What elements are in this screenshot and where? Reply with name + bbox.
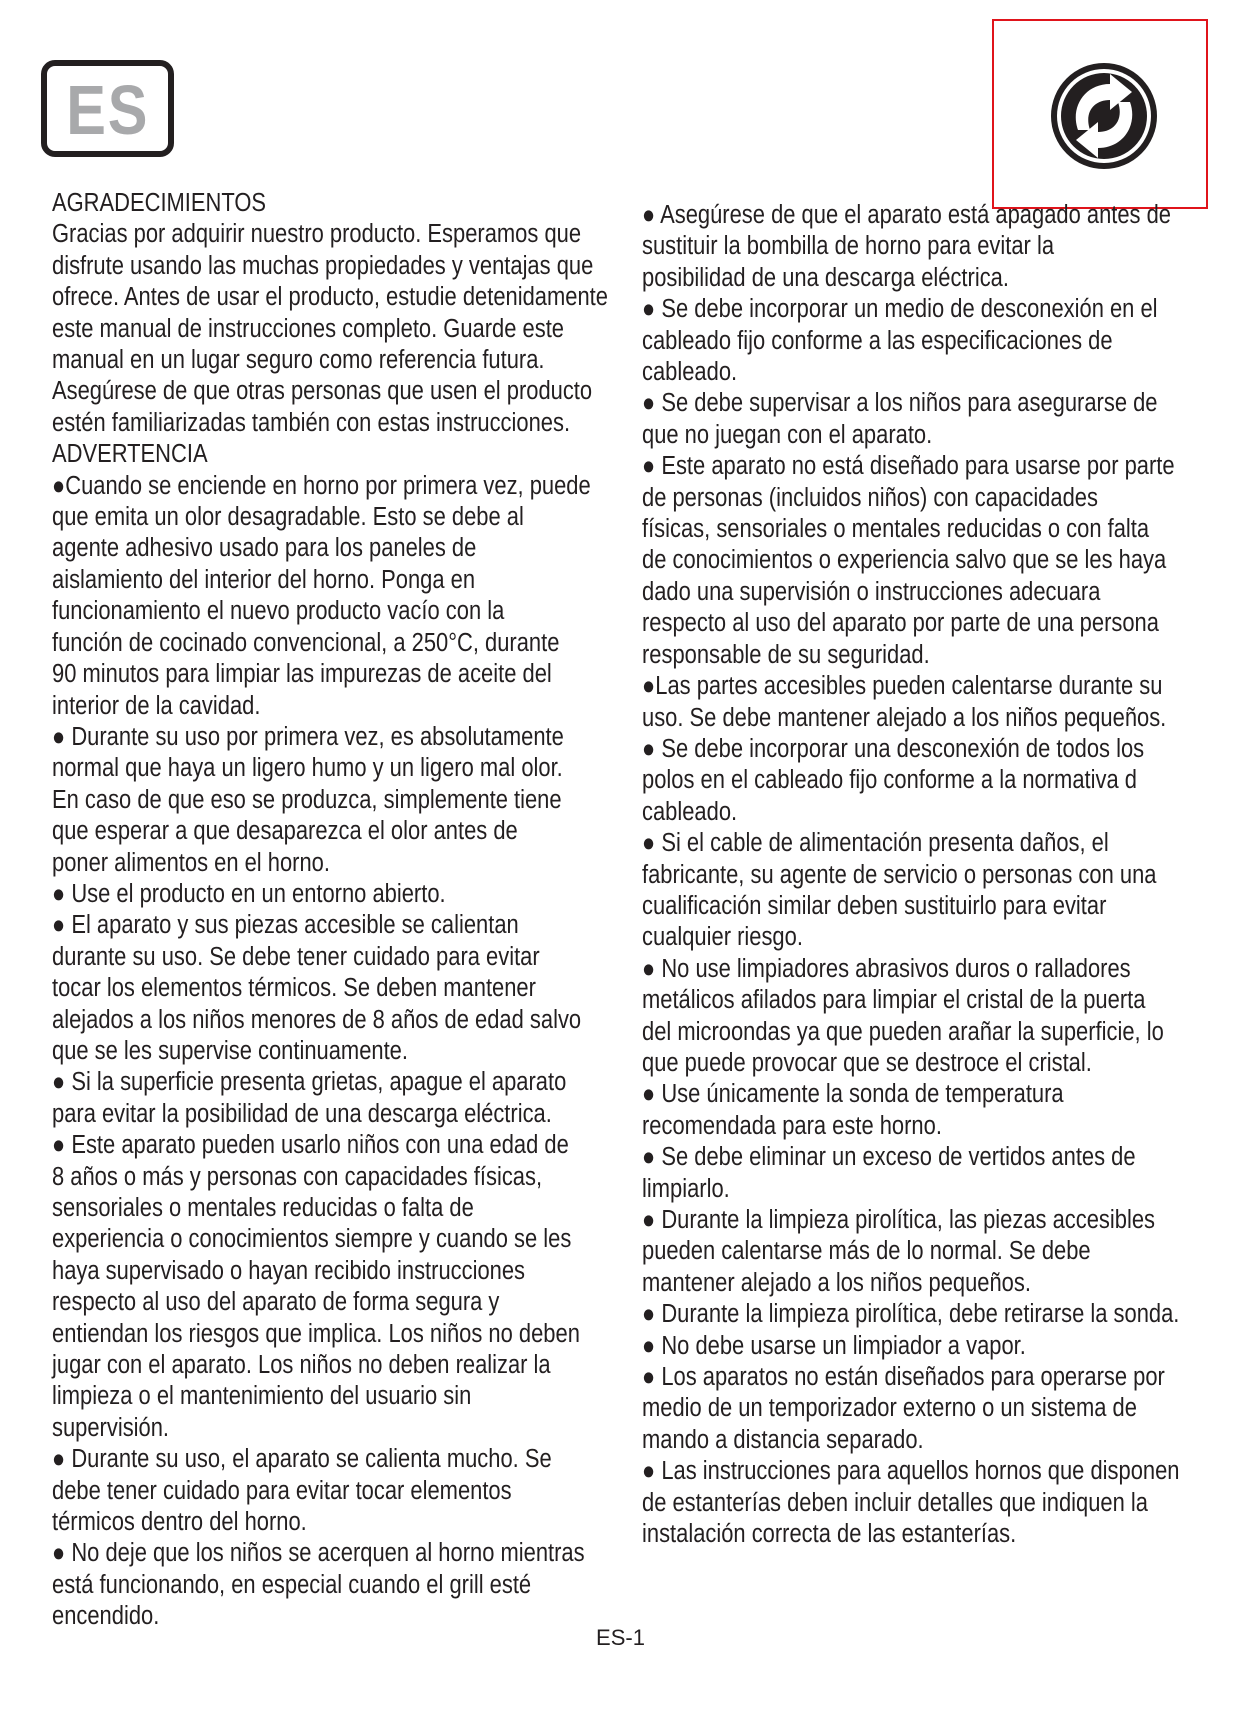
green-dot-recycling-icon (1048, 60, 1160, 172)
right-column (642, 200, 1232, 1550)
warning-pyrolytic-probe: ● Durante la limpieza pirolítica, debe retirarse la sonda. (642, 1300, 1180, 1329)
intro-paragraph: AGRADECIMIENTOS Gracias por adquirir nuestro producto. Esperamos que disfrute usando las muchas propiedades y ventajas que ofrece. Antes de usar el producto, estudie detenidamente este manual de instrucciones completo. Guarde este manual en un lugar seguro como referencia futura. Asegúrese de que otras personas que usen el producto estén familiarizadas también con estas instrucciones. ADVERTENCIA (52, 189, 608, 469)
warning-open-environment: ● Use el producto en un entorno abierto. (52, 879, 446, 908)
warning-external-timer: ● Los aparatos no están diseñados para operarse por medio de un temporizador externo o un sistema de mando a distancia separado. (642, 1363, 1165, 1454)
warning-supervise-children: ● Se debe supervisar a los niños para asegurarse de que no juegan con el aparato. (642, 389, 1158, 449)
warning-damaged-cable: ● Si el cable de alimentación presenta daños, el fabricante, su agente de servicio o personas con una cualificación similar deben sustituirlo para evitar cualquier riesgo. (642, 829, 1157, 952)
page-number: ES-1 (596, 1625, 645, 1650)
warning-hot-parts: ● El aparato y sus piezas accesible se calientan durante su uso. Se debe tener cuidado para evitar tocar los elementos térmicos. Se deben mantener alejados a los niños menores de 8 años de edad salvo que se les supervise continuamente. (52, 911, 582, 1065)
warning-appliance-hot: ● Durante su uso, el aparato se calienta mucho. Se debe tener cuidado para evitar tocar elementos térmicos dentro del horno. (52, 1445, 552, 1537)
left-column (52, 188, 652, 1633)
language-code: ES (66, 70, 149, 149)
language-badge (41, 60, 174, 157)
warning-shelves-instructions: ● Las instrucciones para aquellos hornos que disponen de estanterías deben incluir detalles que indiquen la instalación correcta de las estanterías. (642, 1457, 1180, 1549)
warning-first-use-smoke: ● Durante su uso por primera vez, es absolutamente normal que haya un ligero humo y un ligero mal olor. En caso de que eso se produzca, simplemente tiene que esperar a que desaparezca el olor antes de poner alimentos en el horno. (52, 722, 564, 877)
warning-accessible-parts: ●Las partes accesibles pueden calentarse durante su uso. Se debe mantener alejado a los niños pequeños. (642, 672, 1167, 732)
warning-steam-cleaner: ● No debe usarse un limpiador a vapor. (642, 1331, 1026, 1360)
warning-bulb-replacement: ● Asegúrese de que el aparato está apagado antes de sustituir la bombilla de horno para evitar la posibilidad de una descarga eléctrica. (642, 201, 1172, 292)
warning-disconnection-means: ● Se debe incorporar un medio de desconexión en el cableado fijo conforme a las especificaciones de cableado. (642, 295, 1158, 387)
warning-all-pole-disconnection: ● Se debe incorporar una desconexión de todos los polos en el cableado fijo conforme a la normativa d cableado. (642, 734, 1145, 826)
warning-abrasive-cleaners: ● No use limpiadores abrasivos duros o ralladores metálicos afilados para limpiar el cristal de la puerta del microondas ya que pueden arañar la superficie, lo que puede provocar que se destroce el cristal. (642, 954, 1164, 1077)
warning-reduced-capabilities: ● Este aparato no está diseñado para usarse por parte de personas (incluidos niños) con capacidades físicas, sensoriales o mentales reducidas o con falta de conocimientos o experiencia salvo que se les haya dado una supervisión o instrucciones adecuara respecto al uso del aparato por parte de una persona responsable de su seguridad. (642, 452, 1175, 669)
warning-children-grill: ● No deje que los niños se acerquen al horno mientras está funcionando, en especial cuando el grill esté encendido. (52, 1539, 585, 1631)
warning-first-use-odor: ●Cuando se enciende en horno por primera vez, puede que emita un olor desagradable. Esto se debe al agente adhesivo usado para los paneles de aislamiento del interior del horno. Ponga en funcionamiento el nuevo producto vacío con la función de cocinado convencional, a 250°C, durante 90 minutos para limpiar las impurezas de aceite del interior de la cavidad. (52, 471, 591, 720)
warning-children-usage: ● Este aparato pueden usarlo niños con una edad de 8 años o más y personas con capacidades físicas, sensoriales o mentales reducidas o falta de experiencia o conocimientos siempre y cuando se les haya supervisado o hayan recibido instrucciones respecto al uso del aparato de forma segura y entiendan los riesgos que implica. Los niños no deben jugar con el aparato. Los niños no deben realizar la limpieza o el mantenimiento del usuario sin supervisión. (52, 1131, 580, 1442)
warning-spillage: ● Se debe eliminar un exceso de vertidos antes de limpiarlo. (642, 1143, 1136, 1203)
warning-cracked-surface: ● Si la superficie presenta grietas, apague el aparato para evitar la posibilidad de una descarga eléctrica. (52, 1068, 567, 1128)
logo-highlight-frame (992, 19, 1208, 209)
warning-pyrolytic-hot: ● Durante la limpieza pirolítica, las piezas accesibles pueden calentarse más de lo normal. Se debe mantener alejado a los niños pequeños. (642, 1206, 1155, 1297)
warning-temperature-probe: ● Use únicamente la sonda de temperatura recomendada para este horno. (642, 1080, 1064, 1140)
